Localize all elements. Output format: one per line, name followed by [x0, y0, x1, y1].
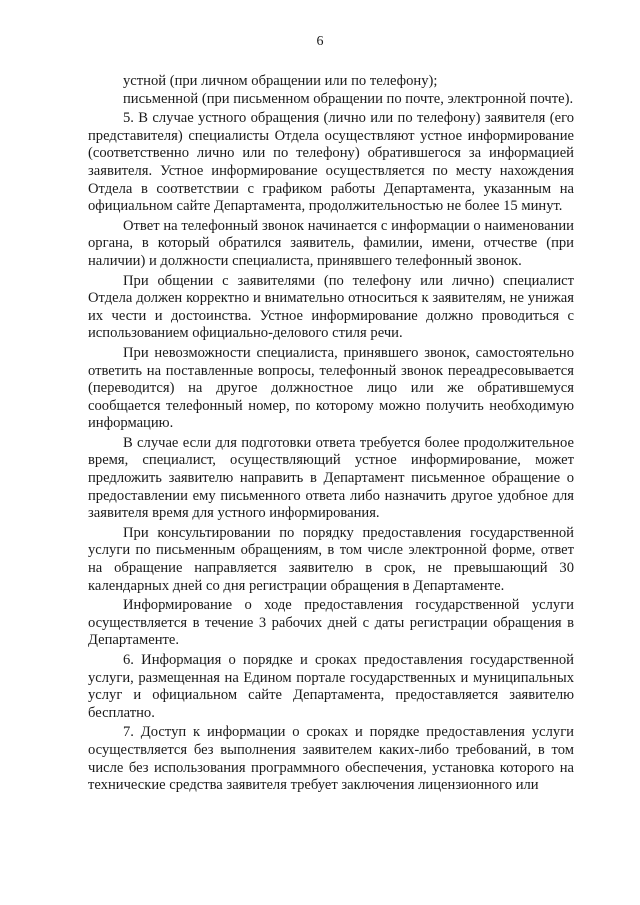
paragraph-clause-5: 5. В случае устного обращения (лично или по телефону) заявителя (его представителя) специалисты Отдела осуществляют устное информирование (соответственно лично или по телефону) обратившегося за информацией заявителя. Устное информирование осуществляется по месту нахождения Отдела в соответствии с графиком работы Департамента, указанным на официальном сайте Департамента, продолжительностью не более 15 минут. — [88, 110, 574, 215]
paragraph-phone-answer: Ответ на телефонный звонок начинается с информации о наименовании органа, в который обратился заявитель, фамилии, имени, отчестве (при наличии) и должности специалиста, принявшего телефонный звонок. — [88, 217, 574, 269]
paragraph-progress-info: Информирование о ходе предоставления государственной услуги осуществляется в течение 3 рабочих дней с даты регистрации обращения в Департаменте. — [88, 597, 574, 649]
paragraph-oral-form: устной (при личном обращении или по телефону); — [123, 73, 438, 89]
paragraph-clause-6: 6. Информация о порядке и сроках предоставления государственной услуги, размещенная на Едином портале государственных и муниципальных услуг и официальном сайте Департамента, предоставляется заявителю бесплатно. — [88, 652, 574, 721]
paragraph-clause-7: 7. Доступ к информации о сроках и порядке предоставления услуги осуществляется без выполнения заявителем каких-либо требований, в том числе без использования программного обеспечения, установка которого на технические средства заявителя требует заключения лицензионного или — [88, 724, 574, 794]
paragraph-call-redirect: При невозможности специалиста, принявшего звонок, самостоятельно ответить на поставленные вопросы, телефонный звонок переадресовывается (переводится) на другое должностное лицо или же обратившемуся сообщается телефонный номер, по которому можно получить необходимую информацию. — [88, 344, 574, 432]
paragraph-written-form: письменной (при письменном обращении по почте, электронной почте). — [123, 90, 574, 107]
page-number: 6 — [316, 34, 324, 49]
paragraph-written-consultation: При консультировании по порядку предоставления государственной услуги по письменным обращениям, в том числе электронной форме, ответ на обращение направляется заявителю в срок, не превышающий 30 календарных дней со дня регистрации обращения в Департаменте. — [88, 524, 574, 594]
document-body — [88, 73, 574, 797]
paragraph-extra-time: В случае если для подготовки ответа требуется более продолжительное время, специалист, осуществляющий устное информирование, может предложить заявителю направить в Департамент письменное обращение о предоставлении ему письменного ответа либо назначить другое удобное для заявителя время для устного информирования. — [88, 434, 574, 522]
paragraph-communication-style: При общении с заявителями (по телефону или лично) специалист Отдела должен корректно и внимательно относиться к заявителям, не унижая их чести и достоинства. Устное информирование должно проводиться с использованием официально-делового стиля речи. — [88, 272, 574, 342]
